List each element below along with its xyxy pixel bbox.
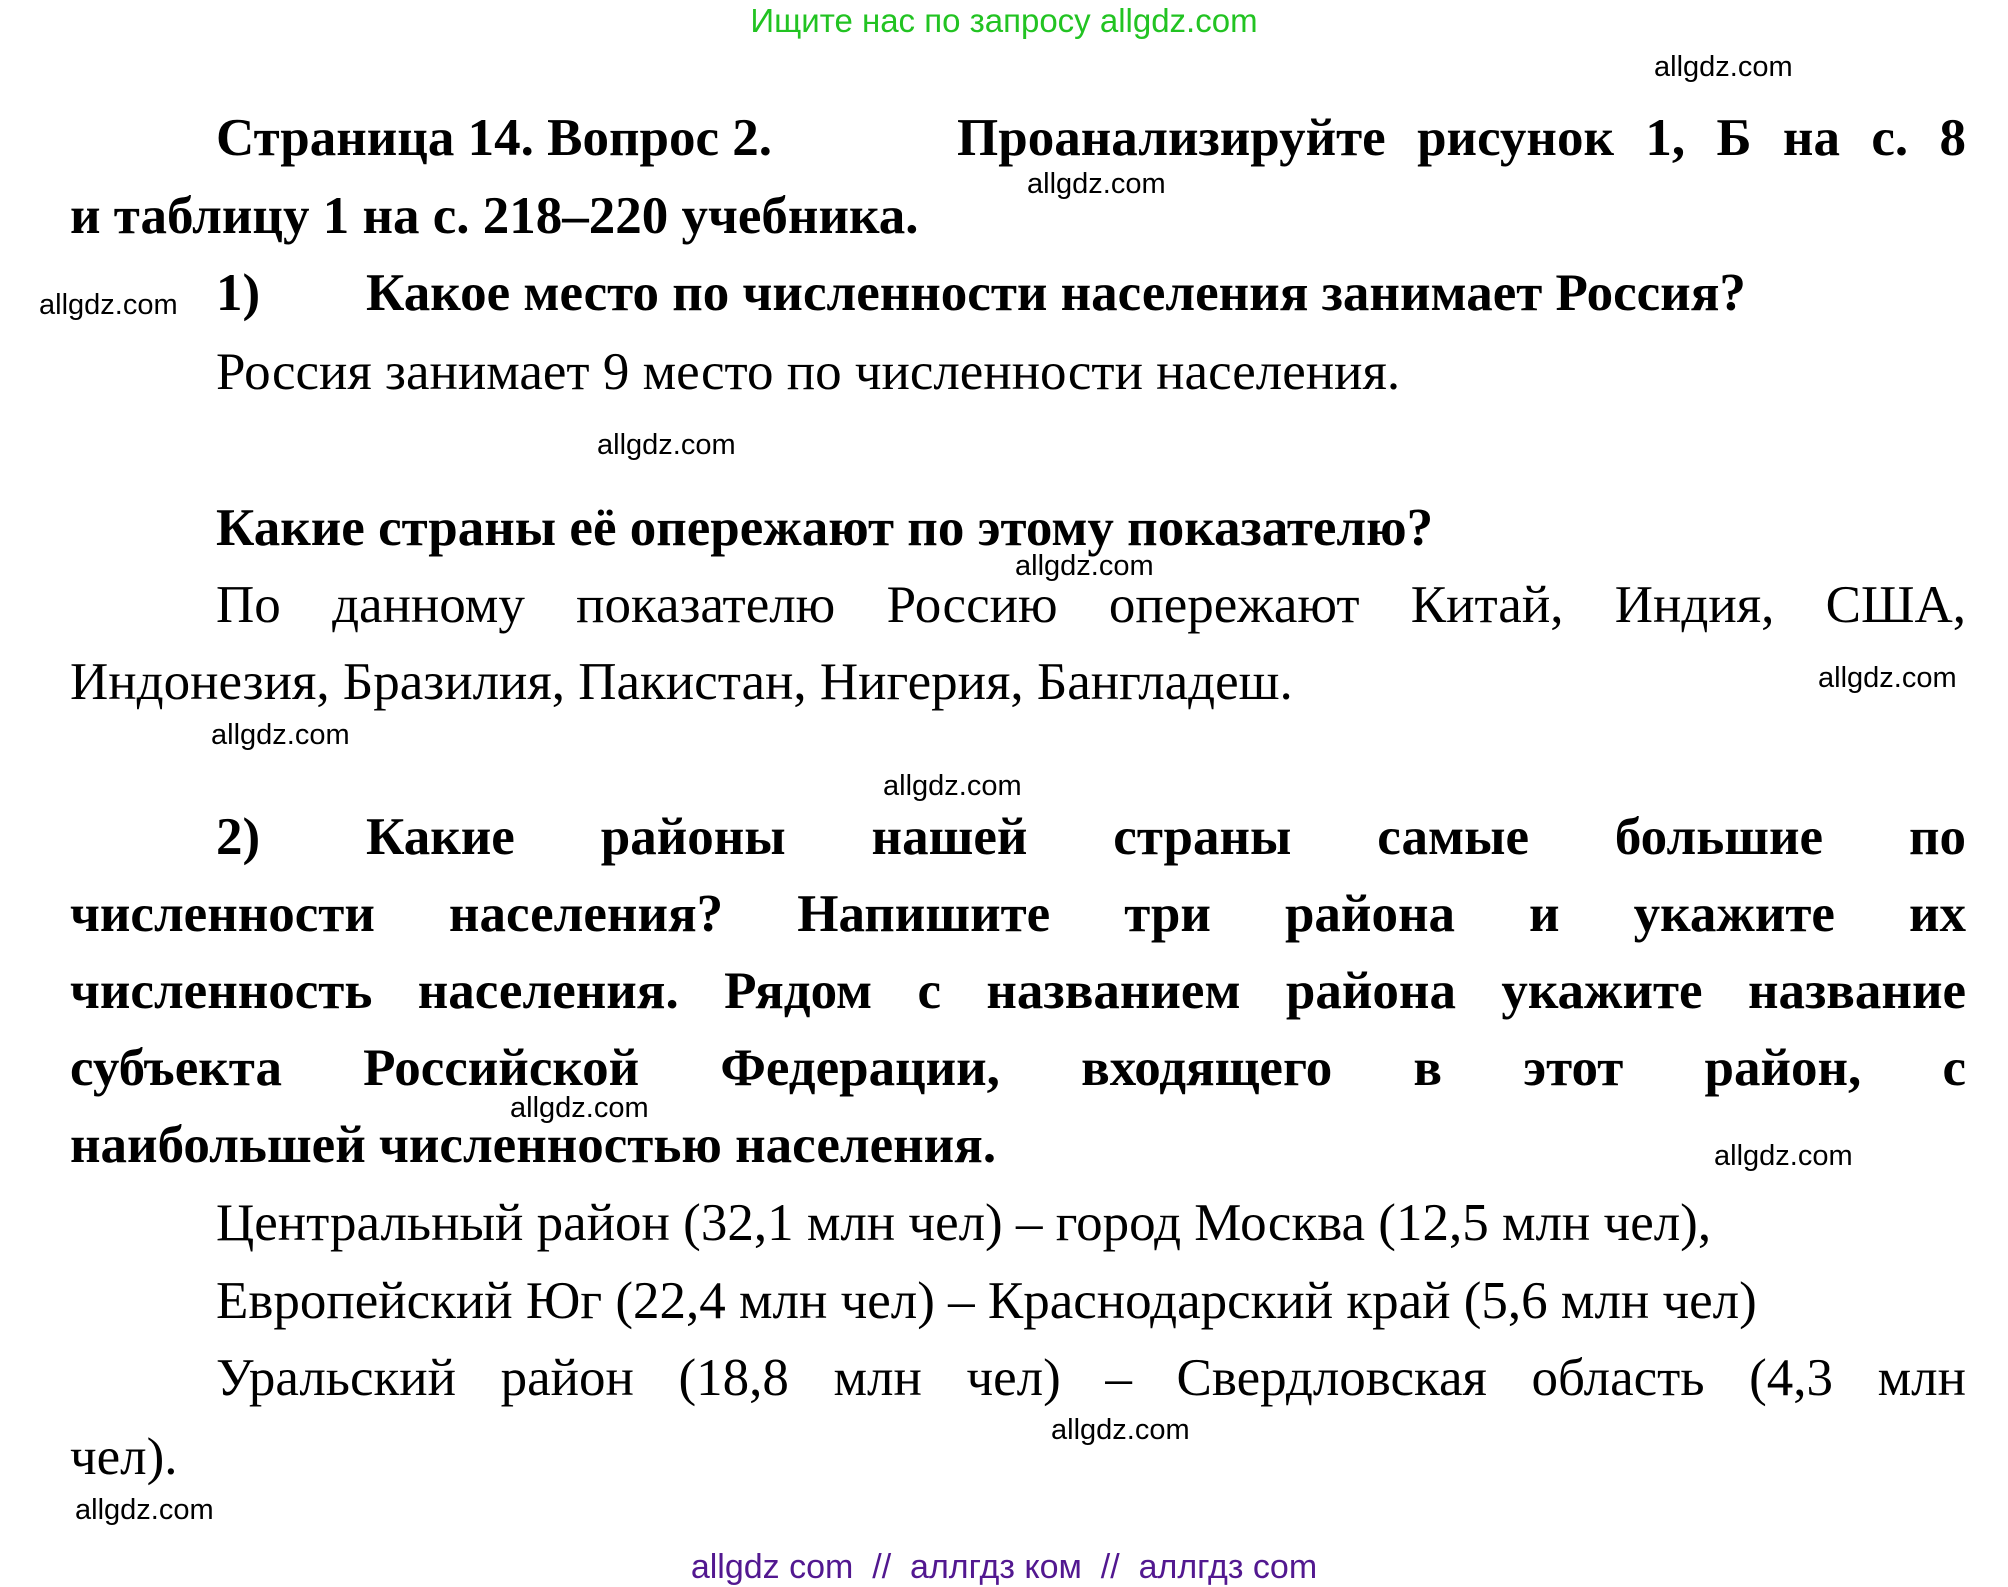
q2-line3: численность населения. Рядом с названием района укажите название <box>70 962 1966 1020</box>
title-line2: и таблицу 1 на с. 218–220 учебника. <box>70 187 919 245</box>
title-task-text: Проанализируйте рисунок 1, Б на с. 8 <box>957 109 1966 167</box>
q2-answer1: Центральный район (32,1 млн чел) – город Москва (12,5 млн чел), <box>216 1194 1712 1252</box>
watermark: allgdz.com <box>1818 662 1957 694</box>
q2-answer2: Европейский Юг (22,4 млн чел) – Краснодарский край (5,6 млн чел) <box>216 1272 1757 1330</box>
q2-line1: Какие районы нашей страны самые большие по <box>366 808 1966 866</box>
q1-answer: Россия занимает 9 место по численности населения. <box>216 343 1401 401</box>
q1-answer2-line1: По данному показателю Россию опережают Китай, Индия, США, <box>216 576 1966 634</box>
q2-line5: наибольшей численностью населения. <box>70 1116 997 1174</box>
title-task <box>957 103 1966 173</box>
watermark: allgdz.com <box>883 770 1022 802</box>
title-page-question: Страница 14. Вопрос 2. <box>216 109 772 167</box>
q1-answer2-line2: Индонезия, Бразилия, Пакистан, Нигерия, Бангладеш. <box>70 653 1293 711</box>
watermark: allgdz.com <box>1051 1414 1190 1446</box>
watermark: allgdz.com <box>597 429 736 461</box>
q2-line2: численности населения? Напишите три района и укажите их <box>70 885 1966 943</box>
watermark: allgdz.com <box>1714 1140 1853 1172</box>
watermark: allgdz.com <box>1027 168 1166 200</box>
footer-text: allgdz com // аллгдз ком // аллгдз com <box>690 1548 1318 1586</box>
q1-question: Какое место по численности населения занимает Россия? <box>366 264 1746 322</box>
footer-links <box>0 1548 2008 1587</box>
q2-number: 2) <box>216 808 261 866</box>
watermark: allgdz.com <box>75 1494 214 1526</box>
q2-line4: субъекта Российской Федерации, входящего в этот район, с <box>70 1039 1966 1097</box>
q1-number: 1) <box>216 264 261 322</box>
watermark: allgdz.com <box>39 289 178 321</box>
watermark: allgdz.com <box>1015 550 1154 582</box>
watermark: allgdz.com <box>510 1092 649 1124</box>
search-banner: Ищите нас по запросу allgdz.com <box>750 2 1258 39</box>
watermark: allgdz.com <box>211 719 350 751</box>
watermark: allgdz.com <box>1654 51 1793 83</box>
q1-question2: Какие страны её опережают по этому показателю? <box>216 499 1434 557</box>
q2-answer3: Уральский район (18,8 млн чел) – Свердловская область (4,3 млн <box>216 1349 1966 1407</box>
q2-answer3-end: чел). <box>70 1428 178 1486</box>
